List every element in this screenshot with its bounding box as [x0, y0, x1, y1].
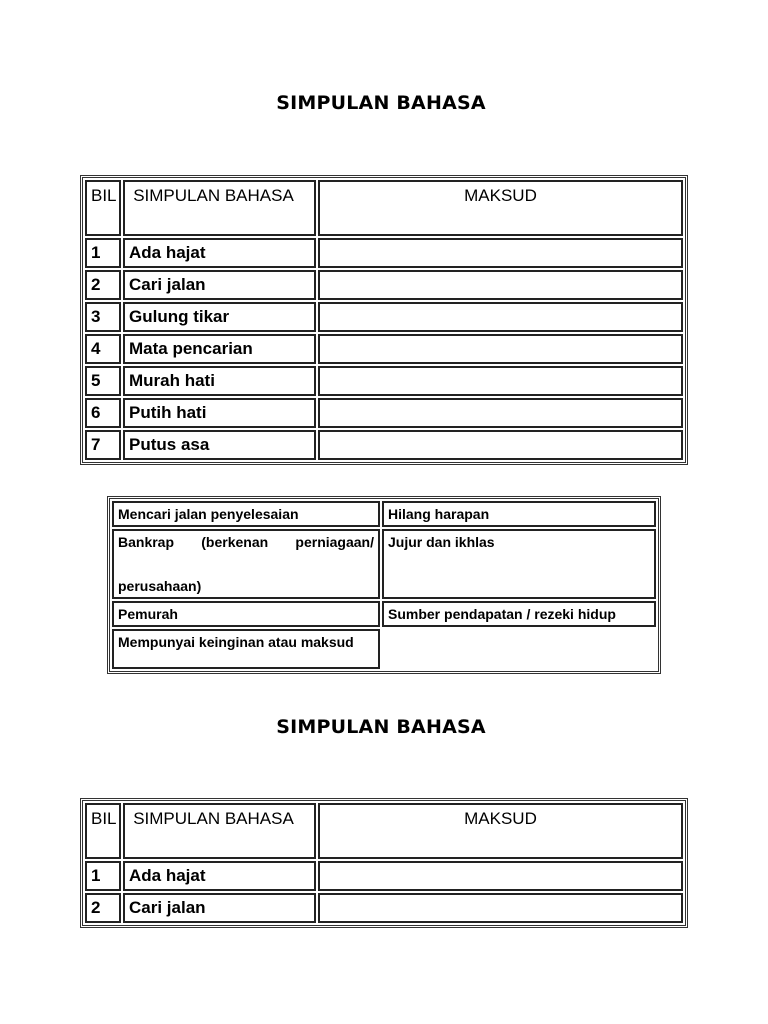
row-simpulan: Ada hajat	[123, 238, 316, 268]
row-simpulan: Gulung tikar	[123, 302, 316, 332]
option-text-line: Bankrap (berkenan perniagaan/	[118, 534, 374, 550]
options-row	[112, 629, 656, 669]
row-number: 6	[85, 398, 121, 428]
row-simpulan: Putih hati	[123, 398, 316, 428]
row-number: 1	[85, 861, 121, 891]
option-cell	[112, 529, 380, 599]
row-maksud-cell[interactable]	[318, 861, 683, 891]
row-number: 2	[85, 893, 121, 923]
table-row	[85, 861, 683, 891]
row-maksud-cell[interactable]	[318, 302, 683, 332]
table-row	[85, 893, 683, 923]
row-maksud-cell[interactable]	[318, 334, 683, 364]
header-bil: BIL	[85, 803, 121, 859]
row-maksud-cell[interactable]	[318, 238, 683, 268]
header-bil: BIL	[85, 180, 121, 236]
row-simpulan: Cari jalan	[123, 893, 316, 923]
row-maksud-cell[interactable]	[318, 430, 683, 460]
row-simpulan: Putus asa	[123, 430, 316, 460]
row-number: 7	[85, 430, 121, 460]
options-row	[112, 529, 656, 599]
header-maksud: MAKSUD	[318, 803, 683, 859]
row-maksud-cell[interactable]	[318, 893, 683, 923]
option-cell: Jujur dan ikhlas	[382, 529, 656, 599]
header-simpulan: SIMPULAN BAHASA	[123, 180, 316, 236]
options-row	[112, 501, 656, 527]
row-maksud-cell[interactable]	[318, 366, 683, 396]
simpulan-table-2	[80, 798, 688, 928]
row-simpulan: Mata pencarian	[123, 334, 316, 364]
row-number: 2	[85, 270, 121, 300]
option-cell: Pemurah	[112, 601, 380, 627]
table-row	[85, 334, 683, 364]
row-simpulan: Ada hajat	[123, 861, 316, 891]
section-title: SIMPULAN BAHASA	[276, 716, 486, 738]
table-row	[85, 302, 683, 332]
row-simpulan: Murah hati	[123, 366, 316, 396]
row-number: 3	[85, 302, 121, 332]
table-row	[85, 366, 683, 396]
simpulan-table	[80, 175, 688, 465]
row-maksud-cell[interactable]	[318, 270, 683, 300]
row-maksud-cell[interactable]	[318, 398, 683, 428]
header-simpulan: SIMPULAN BAHASA	[123, 803, 316, 859]
option-cell: Sumber pendapatan / rezeki hidup	[382, 601, 656, 627]
table-row	[85, 430, 683, 460]
option-cell: Mempunyai keinginan atau maksud	[112, 629, 380, 669]
row-simpulan: Cari jalan	[123, 270, 316, 300]
option-cell: Mencari jalan penyelesaian	[112, 501, 380, 527]
option-spacer	[118, 553, 374, 575]
row-number: 5	[85, 366, 121, 396]
option-text-line: perusahaan)	[118, 578, 202, 594]
row-number: 4	[85, 334, 121, 364]
table-row	[85, 270, 683, 300]
row-number: 1	[85, 238, 121, 268]
option-cell: Hilang harapan	[382, 501, 656, 527]
options-row	[112, 601, 656, 627]
table-header-row	[85, 803, 683, 859]
table-header-row	[85, 180, 683, 236]
options-table	[107, 496, 661, 674]
page-title: SIMPULAN BAHASA	[276, 92, 486, 114]
table-row	[85, 238, 683, 268]
table-row	[85, 398, 683, 428]
header-maksud: MAKSUD	[318, 180, 683, 236]
option-empty-cell	[382, 629, 656, 669]
